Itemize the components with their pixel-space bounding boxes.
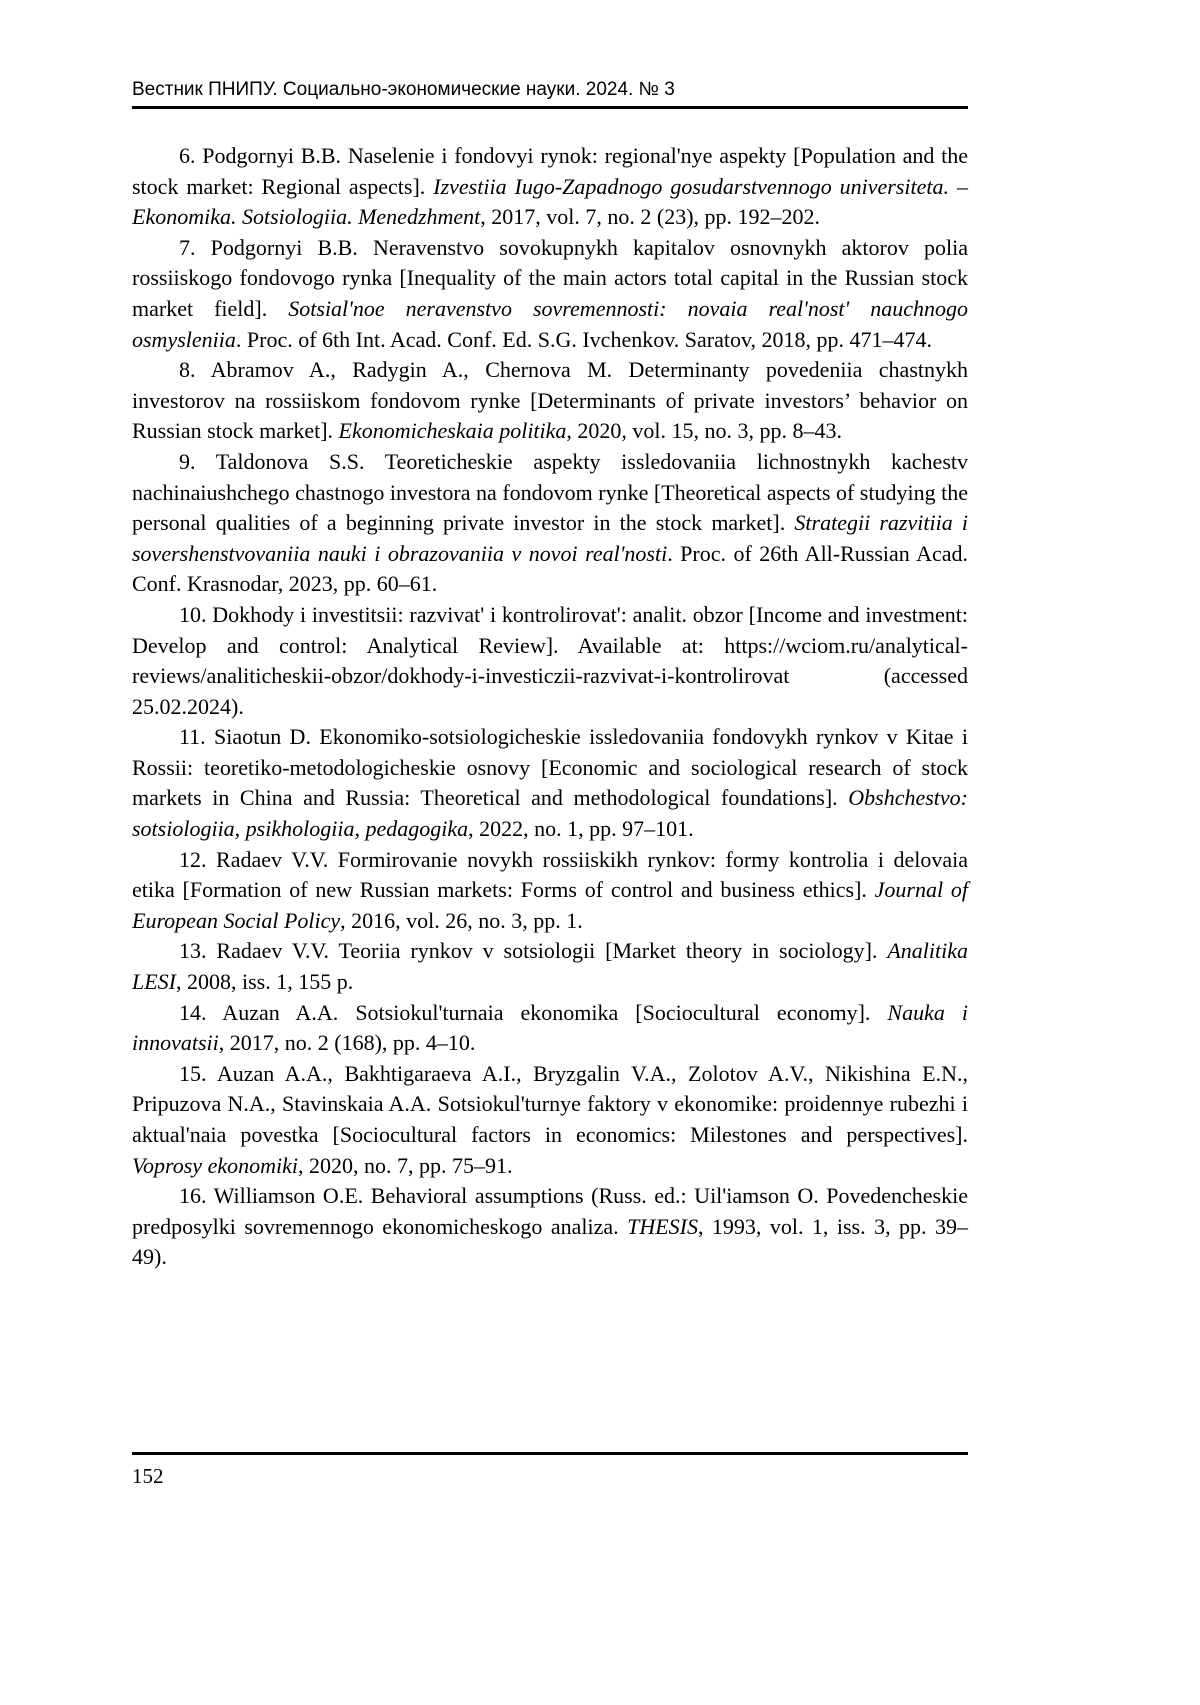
reference-item-8: 8. Abramov A., Radygin A., Chernova M. Determinanty povedeniia chastnykh investorov na rossiiskom fondovom rynke [Determinants of private investors’ behavior on Russian stock market]. Ekonomicheskaia politika, 2020, vol. 15, no. 3, pp. 8–43.: [132, 357, 968, 444]
footer-rule: [132, 1452, 968, 1455]
reference-item-15: 15. Auzan A.A., Bakhtigaraeva A.I., Bryzgalin V.A., Zolotov A.V., Nikishina E.N., Pripuzova N.A., Stavinskaia A.A. Sotsiokul'turnye faktory v ekonomike: proidennye rubezhi i aktual'naia povestka [Sociocultural factors in economics: Milestones and perspectives]. Voprosy ekonomiki, 2020, no. 7, pp. 75–91.: [132, 1060, 968, 1178]
header-rule: [132, 106, 968, 109]
reference-item-6: 6. Podgornyi B.B. Naselenie i fondovyi rynok: regional'nye aspekty [Population and the stock market: Regional aspects]. Izvestiia Iugo-Zapadnogo gosudarstvennogo universiteta. – Ekonomika. Sotsiologiia. Menedzhment, 2017, vol. 7, no. 2 (23), pp. 192–202.: [132, 143, 968, 230]
journal-header-title: Вестник ПНИПУ. Социально-экономические науки. 2024. № 3: [132, 79, 675, 100]
reference-item-12: 12. Radaev V.V. Formirovanie novykh rossiiskikh rynkov: formy kontrolia i delovaia etika [Formation of new Russian markets: Forms of control and business ethics]. Journal of European Social Policy, 2016, vol. 26, no. 3, pp. 1.: [132, 846, 968, 933]
reference-item-13: 13. Radaev V.V. Teoriia rynkov v sotsiologii [Market theory in sociology]. Analitika LESI, 2008, iss. 1, 155 p.: [132, 938, 968, 995]
reference-item-9: 9. Taldonova S.S. Teoreticheskie aspekty issledovaniia lichnostnykh kachestv nachinaiushchego chastnogo investora na fondovom rynke [Theoretical aspects of studying the personal qualities of a beginning private investor in the stock market]. Strategii razvitiia i sovershenstvovaniia nauki i obrazovaniia v novoi real'nosti. Proc. of 26th All-Russian Acad. Conf. Krasnodar, 2023, pp. 60–61.: [132, 448, 968, 597]
references-list: [132, 141, 968, 1273]
reference-item-16: 16. Williamson O.E. Behavioral assumptions (Russ. ed.: Uil'iamson O. Povedencheskie predposylki sovremennogo ekonomicheskogo analiza. THESIS, 1993, vol. 1, iss. 3, pp. 39–49).: [132, 1183, 968, 1270]
page-number: 152: [132, 1464, 164, 1488]
reference-item-14: 14. Auzan A.A. Sotsiokul'turnaia ekonomika [Sociocultural economy]. Nauka i innovatsii, 2017, no. 2 (168), pp. 4–10.: [132, 999, 968, 1056]
journal-header: [132, 78, 968, 109]
reference-item-10: 10. Dokhody i investitsii: razvivat' i kontrolirovat': analit. obzor [Income and investment: Develop and control: Analytical Review]. Available at: https://wciom.ru/analytical-reviews/analiticheskii-obzor/dokhody-i-investiczii-razvivat-i-kontrolirovat (accessed 25.02.2024).: [132, 601, 968, 719]
reference-item-11: 11. Siaotun D. Ekonomiko-sotsiologicheskie issledovaniia fondovykh rynkov v Kitae i Rossii: teoretiko-metodologicheskie osnovy [Economic and sociological research of stock markets in China and Russia: Theoretical and methodological foundations]. Obshchestvo: sotsiologiia, psikhologiia, pedagogika, 2022, no. 1, pp. 97–101.: [132, 724, 968, 842]
page-footer: [132, 1452, 968, 1488]
reference-item-7: 7. Podgornyi B.B. Neravenstvo sovokupnykh kapitalov osnovnykh aktorov polia rossiiskogo fondovogo rynka [Inequality of the main actors total capital in the Russian stock market field]. Sotsial'noe neravenstvo sovremennosti: novaia real'nost' nauchnogo osmysleniia. Proc. of 6th Int. Acad. Conf. Ed. S.G. Ivchenkov. Saratov, 2018, pp. 471–474.: [132, 234, 968, 352]
